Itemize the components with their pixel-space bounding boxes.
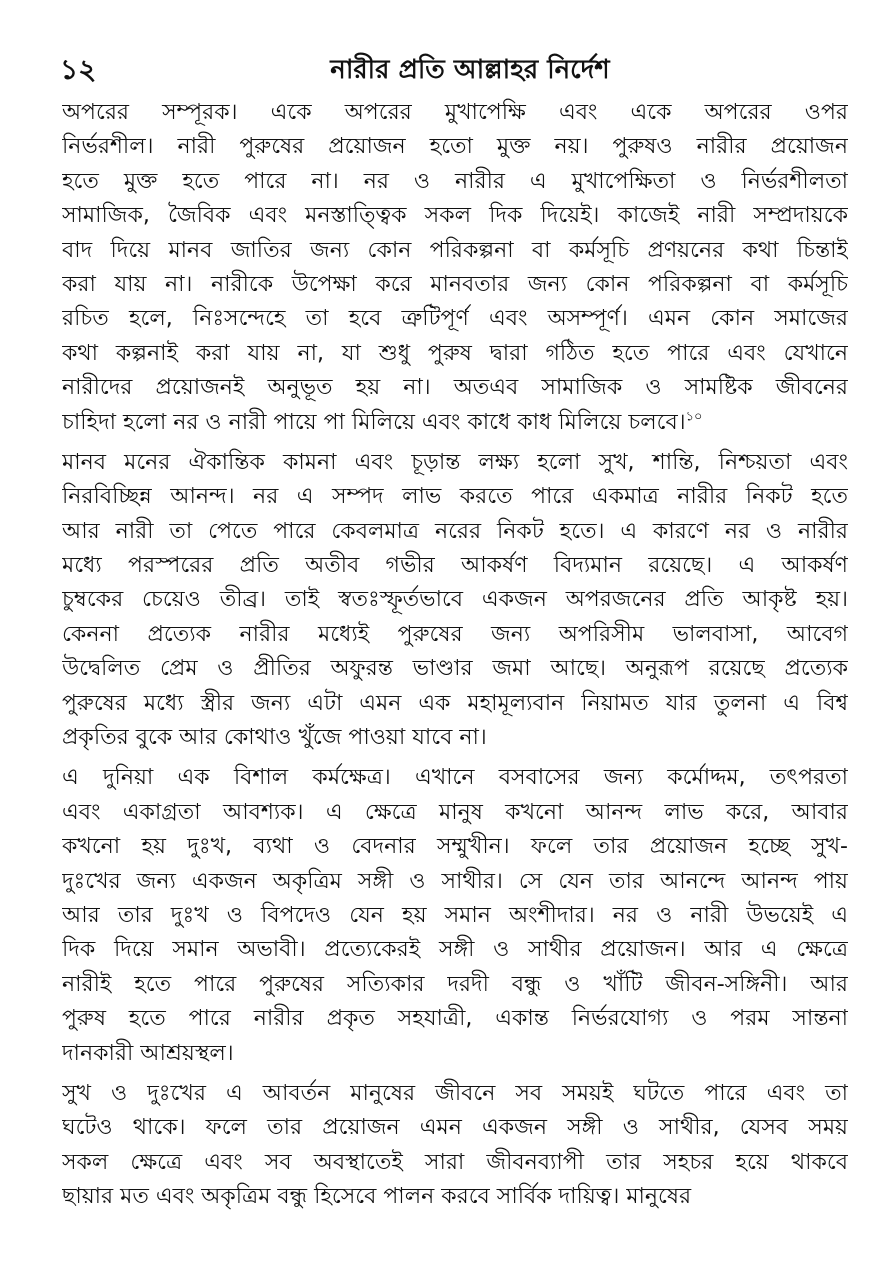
- paragraph: [62, 1077, 848, 1215]
- text-line: [62, 796, 848, 830]
- text-line: [62, 480, 848, 514]
- line-text: উদ্বেলিত প্রেম ও প্রীতির অফুরন্ত ভাণ্ডার জমা আছে। অনুরূপ রয়েছে প্রত্যেক: [62, 656, 848, 682]
- text-line: [62, 337, 848, 371]
- line-text: ছায়ার মত এবং অকৃত্রিম বন্ধু হিসেবে পালন করবে সার্বিক দায়িত্ব। মানুষের: [62, 1184, 692, 1210]
- line-text: সামাজিক, জৈবিক এবং মনস্তাত্ত্বিক সকল দিক দিয়েই। কাজেই নারী সম্প্রদায়কে: [62, 203, 848, 229]
- line-text: পুরুষ হতে পারে নারীর প্রকৃত সহযাত্রী, একান্ত নির্ভরযোগ্য ও পরম সান্তনা: [62, 1006, 848, 1032]
- running-title: নারীর প্রতি আল্লাহর নির্দেশ: [330, 55, 610, 85]
- line-text: মধ্যে পরস্পরের প্রতি অতীব গভীর আকর্ষণ বিদ্যমান রয়েছে। এ আকর্ষণ: [62, 553, 848, 579]
- text-line: [62, 1002, 848, 1036]
- body-text: [62, 96, 848, 1221]
- text-line: [62, 515, 848, 549]
- text-line: [62, 618, 848, 652]
- line-text: কখনো হয় দুঃখ, ব্যথা ও বেদনার সম্মুখীন। ফলে তার প্রয়োজন হচ্ছে সুখ-: [62, 834, 848, 860]
- line-text: চাহিদা হলো নর ও নারী পায়ে পা মিলিয়ে এবং কাধে কাধ মিলিয়ে চলবে।: [62, 409, 686, 435]
- text-line: [62, 899, 848, 933]
- line-text: ঘটেও থাকে। ফলে তার প্রয়োজন এমন একজন সঙ্গী ও সাথীর, যেসব সময়: [62, 1115, 848, 1141]
- line-text: নারীই হতে পারে পুরুষের সত্যিকার দরদী বন্ধু ও খাঁটি জীবন-সঙ্গিনী। আর: [62, 971, 848, 997]
- text-line: [62, 933, 848, 967]
- paragraph: [62, 761, 848, 1071]
- line-text: নারীদের প্রয়োজনই অনুভূত হয় না। অতএব সামাজিক ও সামষ্টিক জীবনের: [62, 375, 848, 401]
- text-line: [62, 1146, 848, 1180]
- text-line: [62, 130, 848, 164]
- text-line: [62, 1180, 848, 1214]
- text-line: [62, 268, 848, 302]
- line-text: চুম্বকের চেয়েও তীব্র। তাই স্বতঃস্ফূর্তভাবে একজন অপরজনের প্রতি আকৃষ্ট হয়।: [62, 587, 848, 613]
- line-text: নিরবিচ্ছিন্ন আনন্দ। নর এ সম্পদ লাভ করতে পারে একমাত্র নারীর নিকট হতে: [62, 484, 848, 510]
- text-line: [62, 549, 848, 583]
- line-text: আর নারী তা পেতে পারে কেবলমাত্র নরের নিকট হতে। এ কারণে নর ও নারীর: [62, 518, 848, 544]
- text-line: [62, 583, 848, 617]
- text-line: [62, 1111, 848, 1145]
- text-line: [62, 968, 848, 1002]
- line-text: নির্ভরশীল। নারী পুরুষের প্রয়োজন হতো মুক্ত নয়। পুরুষও নারীর প্রয়োজন: [62, 134, 848, 160]
- line-text: আর তার দুঃখ ও বিপদেও যেন হয় সমান অংশীদার। নর ও নারী উভয়েই এ: [62, 902, 848, 928]
- line-text: করা যায় না। নারীকে উপেক্ষা করে মানবতার জন্য কোন পরিকল্পনা বা কর্মসূচি: [62, 271, 848, 297]
- text-line: [62, 865, 848, 899]
- text-line: [62, 721, 848, 755]
- text-line: [62, 687, 848, 721]
- text-line: [62, 165, 848, 199]
- line-text: রচিত হলে, নিঃসন্দেহে তা হবে ত্রুটিপূর্ণ এবং অসম্পূর্ণ। এমন কোন সমাজের: [62, 306, 848, 332]
- line-text: দুঃখের জন্য একজন অকৃত্রিম সঙ্গী ও সাথীর। সে যেন তার আনন্দে আনন্দ পায়: [62, 868, 848, 894]
- line-text: এ দুনিয়া এক বিশাল কর্মক্ষেত্র। এখানে বসবাসের জন্য কর্মোদ্দম, তৎপরতা: [62, 765, 848, 791]
- text-line: [62, 96, 848, 130]
- text-line: [62, 446, 848, 480]
- text-line: [62, 652, 848, 686]
- text-line: [62, 761, 848, 795]
- footnote-marker: ১০: [685, 409, 703, 425]
- line-text: প্রকৃতির বুকে আর কোথাও খুঁজে পাওয়া যাবে না।: [62, 725, 487, 751]
- text-line: [62, 1077, 848, 1111]
- line-text: দিক দিয়ে সমান অভাবী। প্রত্যেকেরই সঙ্গী ও সাথীর প্রয়োজন। আর এ ক্ষেত্রে: [62, 937, 848, 963]
- paragraph: [62, 446, 848, 756]
- line-text: সকল ক্ষেত্রে এবং সব অবস্থাতেই সারা জীবনব্যাপী তার সহচর হয়ে থাকবে: [62, 1149, 848, 1175]
- line-text: মানব মনের ঐকান্তিক কামনা এবং চূড়ান্ত লক্ষ্য হলো সুখ, শান্তি, নিশ্চয়তা এবং: [62, 449, 848, 475]
- line-text: অপরের সম্পূরক। একে অপরের মুখাপেক্ষি এবং একে অপরের ওপর: [62, 100, 848, 125]
- line-text: হতে মুক্ত হতে পারে না। নর ও নারীর এ মুখাপেক্ষিতা ও নির্ভরশীলতা: [62, 168, 848, 194]
- line-text: দানকারী আশ্রয়স্থল।: [62, 1040, 234, 1066]
- text-line: [62, 830, 848, 864]
- line-text: বাদ দিয়ে মানব জাতির জন্য কোন পরিকল্পনা বা কর্মসূচি প্রণয়নের কথা চিন্তাই: [62, 237, 848, 263]
- line-text: এবং একাগ্রতা আবশ্যক। এ ক্ষেত্রে মানুষ কখনো আনন্দ লাভ করে, আবার: [62, 799, 848, 825]
- page-header: [60, 50, 840, 90]
- text-line: [62, 199, 848, 233]
- line-text: পুরুষের মধ্যে স্ত্রীর জন্য এটা এমন এক মহামূল্যবান নিয়ামত যার তুলনা এ বিশ্ব: [62, 690, 848, 716]
- line-text: কেননা প্রত্যেক নারীর মধ্যেই পুরুষের জন্য অপরিসীম ভালবাসা, আবেগ: [62, 621, 848, 647]
- line-text: সুখ ও দুঃখের এ আবর্তন মানুষের জীবনে সব সময়ই ঘটতে পারে এবং তা: [62, 1080, 848, 1106]
- text-line: [62, 1037, 848, 1071]
- text-line: [62, 302, 848, 336]
- text-line: [62, 406, 848, 440]
- text-line: [62, 234, 848, 268]
- page-number: ১২: [60, 53, 97, 86]
- text-line: [62, 371, 848, 405]
- line-text: কথা কল্পনাই করা যায় না, যা শুধু পুরুষ দ্বারা গঠিত হতে পারে এবং যেখানে: [62, 340, 848, 366]
- paragraph: [62, 96, 848, 440]
